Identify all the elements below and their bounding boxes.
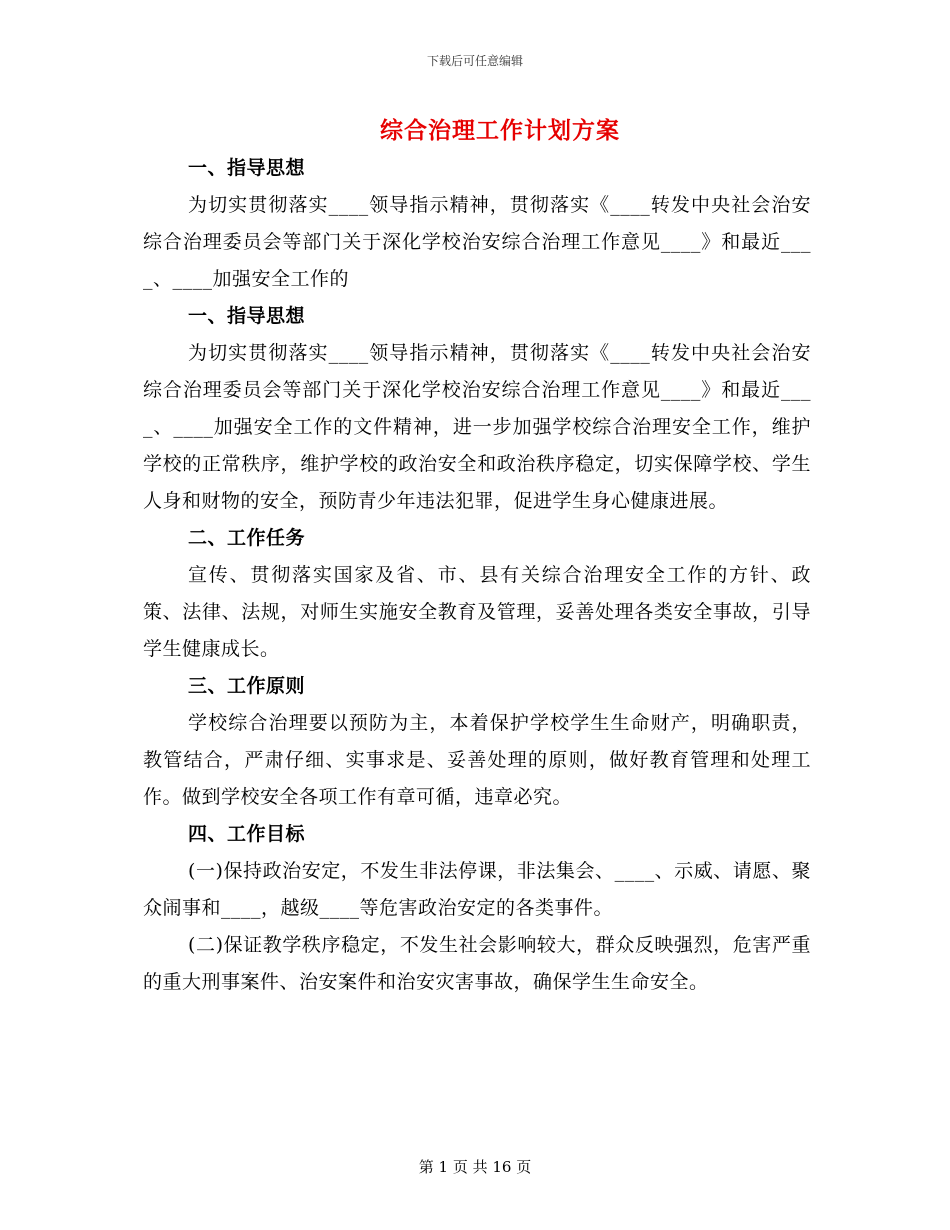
document-body [143,150,811,1001]
section-heading: 一、指导思想 [188,305,306,327]
paragraph: 学校综合治理要以预防为主，本着保护学校学生生命财产，明确职责，教管结合，严肃仔细、实事求是、妥善处理的原则，做好教育管理和处理工作。做到学校安全各项工作有章可循，违章必究。 [143,712,811,808]
section-heading: 二、工作任务 [188,527,306,549]
paragraph: (一)保持政治安定，不发生非法停课，非法集会、____、示威、请愿、聚众闹事和____，越级____等危害政治安定的各类事件。 [143,860,811,919]
header-note: 下载后可任意编辑 [426,54,523,68]
paragraph: 为切实贯彻落实____领导指示精神，贯彻落实《____转发中央社会治安综合治理委员会等部门关于深化学校治安综合治理工作意见____》和最近____、____加强安全工作的 [143,194,811,290]
section-heading: 三、工作原则 [188,675,306,697]
page-number: 第 1 页 共 16 页 [418,1158,532,1176]
paragraph: (二)保证教学秩序稳定，不发生社会影响较大，群众反映强烈，危害严重的重大刑事案件、治安案件和治安灾害事故，确保学生生命安全。 [143,934,811,993]
section-heading: 四、工作目标 [188,823,306,845]
paragraph: 宣传、贯彻落实国家及省、市、县有关综合治理安全工作的方针、政策、法律、法规，对师生实施安全教育及管理，妥善处理各类安全事故，引导学生健康成长。 [143,564,811,660]
document-title: 综合治理工作计划方案 [380,117,620,144]
section-heading: 一、指导思想 [188,157,306,179]
paragraph: 为切实贯彻落实____领导指示精神，贯彻落实《____转发中央社会治安综合治理委员会等部门关于深化学校治安综合治理工作意见____》和最近____、____加强安全工作的文件精神，进一步加强学校综合治理安全工作，维护学校的正常秩序，维护学校的政治安全和政治秩序稳定，切实保障学校、学生人身和财物的安全，预防青少年违法犯罪，促进学生身心健康进展。 [143,342,811,512]
